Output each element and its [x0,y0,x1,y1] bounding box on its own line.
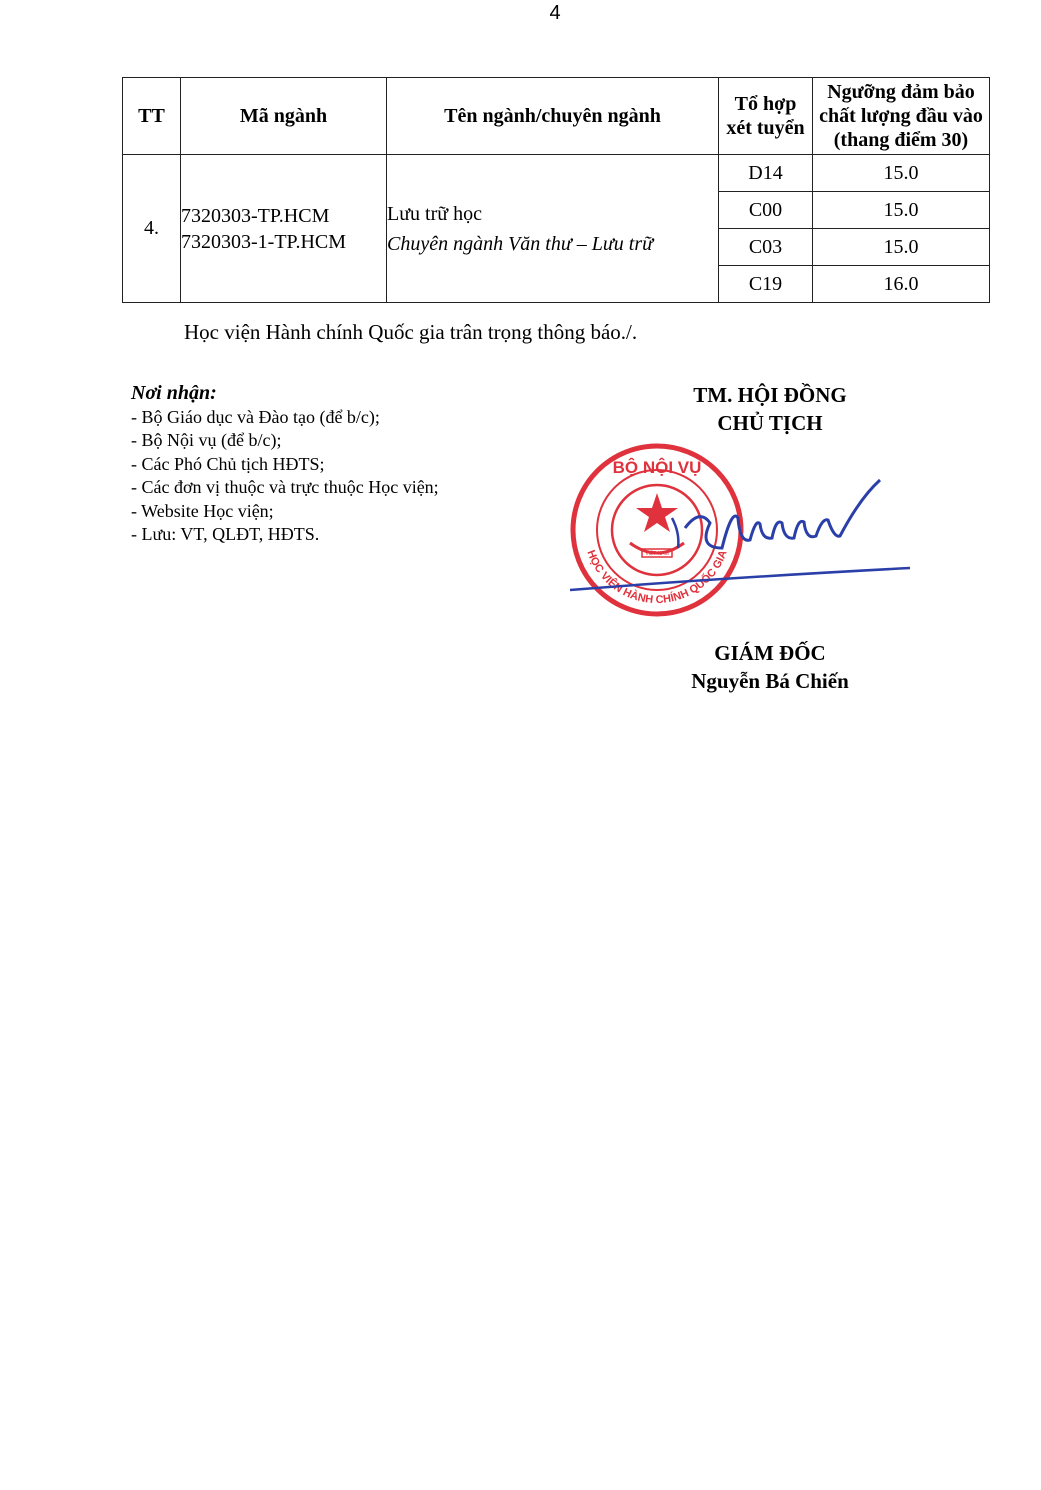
score-cell: 16.0 [813,266,990,303]
header-quality-threshold [813,78,990,155]
signer-block [620,639,920,695]
seal-center-text: VIỆT NAM [645,551,669,557]
major-code-2: 7320303-1-TP.HCM [181,230,347,253]
signer-position: GIÁM ĐỐC [714,641,826,665]
signature-header [620,381,920,437]
score-cell: 15.0 [813,155,990,192]
seal-top-text: BỘ NỘI VỤ [612,458,702,477]
row-major-name [387,155,719,303]
combo-cell: D14 [719,155,813,192]
row-major-code [181,155,387,303]
list-item: - Bộ Nội vụ (để b/c); [131,430,282,450]
header-major-code: Mã ngành [181,78,387,155]
header-threshold-line3: (thang điểm 30) [833,129,969,151]
list-item: - Các đơn vị thuộc và trực thuộc Học viện; [131,477,439,497]
major-code-1: 7320303-TP.HCM [181,204,330,227]
list-item: - Các Phó Chủ tịch HĐTS; [131,453,325,474]
signer-name: Nguyễn Bá Chiến [691,669,849,693]
header-threshold-line1: Ngưỡng đảm bảo [827,81,975,103]
row-tt: 4. [123,155,181,303]
page-number: 4 [549,2,561,24]
combo-cell: C03 [719,229,813,266]
score-cell: 15.0 [813,192,990,229]
header-combo-line1: Tổ hợp [734,93,797,115]
recipients-block [131,382,439,547]
header-subject-combination [719,78,813,155]
table-header-row [123,78,990,155]
council-title: TM. HỘI ĐỒNG [693,383,847,407]
header-threshold-line2: chất lượng đầu vào [819,105,983,127]
header-tt: TT [123,78,181,155]
combo-cell: C00 [719,192,813,229]
score-cell: 15.0 [813,229,990,266]
header-combo-line2: xét tuyển [726,117,805,139]
recipients-list [131,406,439,547]
major-name: Lưu trữ học [387,202,482,225]
table-row [123,155,990,192]
specialization-name: Chuyên ngành Văn thư – Lưu trữ [387,232,654,255]
admission-threshold-table [122,77,990,303]
list-item: - Website Học viện; [131,500,274,521]
header-major-name: Tên ngành/chuyên ngành [387,78,719,155]
chairman-title: CHỦ TỊCH [717,411,823,435]
closing-statement: Học viện Hành chính Quốc gia trân trọng thông báo./. [184,320,638,344]
seal-ring-text: HỌC VIỆN HÀNH CHÍNH QUỐC GIA [584,548,730,607]
list-item: - Lưu: VT, QLĐT, HĐTS. [131,524,320,544]
handwritten-signature-icon [560,478,920,608]
combo-cell: C19 [719,266,813,303]
list-item: - Bộ Giáo dục và Đào tạo (để b/c); [131,406,380,427]
recipients-title: Nơi nhận: [131,382,217,404]
